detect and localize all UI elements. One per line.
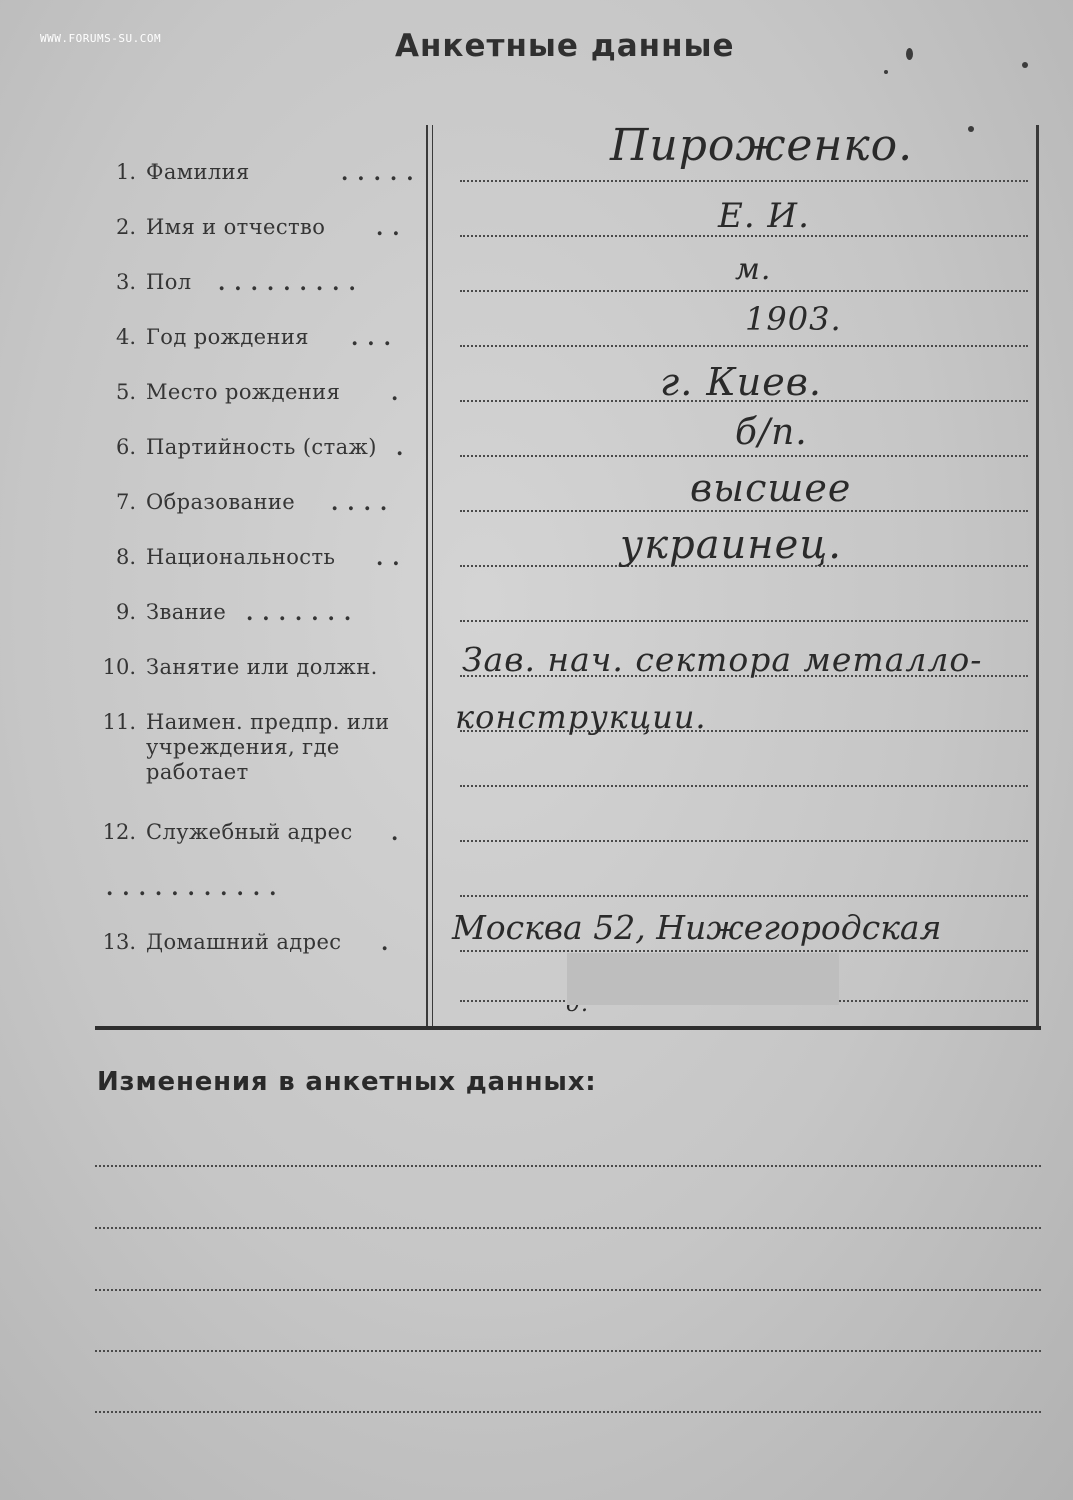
column-divider-left — [426, 125, 428, 1027]
ink-speck — [1022, 62, 1028, 68]
redaction-block — [567, 953, 839, 1005]
field-label-13 — [96, 930, 418, 954]
answer-line — [460, 840, 1028, 842]
field-number: 9. — [115, 600, 136, 624]
page-title: Анкетные данные — [395, 28, 735, 64]
field-label-10 — [96, 655, 418, 679]
field-label-6 — [96, 435, 418, 459]
changes-line — [95, 1165, 1041, 1167]
field-label: Звание — [146, 600, 227, 624]
ink-speck — [884, 70, 888, 74]
field-label: Пол — [146, 270, 192, 294]
answer-birthplace: г. Киев. — [660, 360, 822, 404]
field-number: 2. — [115, 215, 136, 239]
column-divider-right — [432, 125, 433, 1027]
field-number: 7. — [115, 490, 136, 514]
field-number: 6. — [115, 435, 136, 459]
leader-dots: . — [396, 435, 413, 460]
answer-line — [460, 180, 1028, 182]
answer-line — [460, 785, 1028, 787]
field-number: 12. — [102, 820, 136, 844]
field-label: Имя и отчество — [146, 215, 326, 239]
field-label-1 — [96, 160, 423, 185]
field-label-3 — [96, 270, 418, 294]
answer-line — [460, 510, 1028, 512]
answer-occupation: Зав. нач. сектора металло- — [462, 640, 983, 679]
answer-line — [460, 290, 1028, 292]
leader-dots: .. — [376, 215, 409, 240]
field-label: Служебный адрес — [146, 820, 353, 844]
field-label-4 — [96, 325, 418, 349]
field-label-11 — [96, 710, 418, 785]
field-label: Фамилия — [146, 160, 250, 184]
field-number: 1. — [115, 160, 136, 184]
answer-line — [460, 895, 1028, 897]
changes-heading: Изменения в анкетных данных: — [97, 1067, 597, 1097]
field-number: 5. — [115, 380, 136, 404]
field-label: Место рождения — [146, 380, 341, 404]
field-label-5 — [96, 380, 418, 404]
answer-party: б/п. — [735, 412, 808, 453]
field-number: 4. — [115, 325, 136, 349]
answer-employer: конструкции. — [455, 698, 707, 736]
field-number: 3. — [115, 270, 136, 294]
leader-dots: .. — [376, 545, 409, 570]
field-label: Год рождения — [146, 325, 309, 349]
answer-surname: Пироженко. — [610, 120, 914, 171]
answer-sex: м. — [735, 252, 772, 287]
leader-dots: ......... — [218, 270, 365, 295]
answer-education: высшее — [690, 466, 852, 510]
field-label: Партийность (стаж) — [146, 435, 377, 459]
field-label-8 — [96, 545, 418, 569]
field-number: 11. — [102, 710, 136, 734]
field-label-7 — [96, 490, 418, 514]
ink-speck — [968, 126, 974, 132]
field-label: Занятие или должн. — [146, 655, 378, 679]
changes-line — [95, 1411, 1041, 1413]
leader-dots: ....... — [246, 600, 361, 625]
leader-dots: . — [381, 930, 398, 955]
field-label: Образование — [146, 490, 296, 514]
leader-dots: ..... — [341, 160, 423, 185]
answer-nationality: украинец. — [620, 522, 842, 568]
field-label-9 — [96, 600, 418, 624]
leader-dots: .... — [331, 490, 397, 515]
answer-line — [460, 455, 1028, 457]
changes-line — [95, 1350, 1041, 1352]
answer-line — [460, 950, 1028, 952]
form-right-border — [1036, 125, 1039, 1030]
leader-dots: . — [391, 820, 408, 845]
answer-home-address: Москва 52, Нижегородская — [452, 908, 942, 947]
answer-initials: Е. И. — [718, 196, 810, 236]
answer-line — [460, 345, 1028, 347]
watermark: WWW.FORUMS-SU.COM — [40, 32, 162, 45]
field-label-12 — [96, 820, 418, 844]
field-label: Домашний адрес — [146, 930, 342, 954]
ink-speck — [906, 48, 913, 60]
field-number: 8. — [115, 545, 136, 569]
field-number: 13. — [102, 930, 136, 954]
field-label: Наимен. предпр. или учреждения, где работает — [146, 710, 390, 784]
field-label: Национальность — [146, 545, 336, 569]
leader-dots: . — [391, 380, 408, 405]
answer-line — [460, 620, 1028, 622]
changes-line — [95, 1289, 1041, 1291]
leader-dots: ........... — [106, 875, 286, 900]
changes-line — [95, 1227, 1041, 1229]
leader-dots: ... — [351, 325, 400, 350]
field-label-2 — [96, 215, 418, 239]
form-bottom-rule — [95, 1026, 1041, 1030]
field-number: 10. — [102, 655, 136, 679]
answer-birth-year: 1903. — [745, 300, 842, 338]
